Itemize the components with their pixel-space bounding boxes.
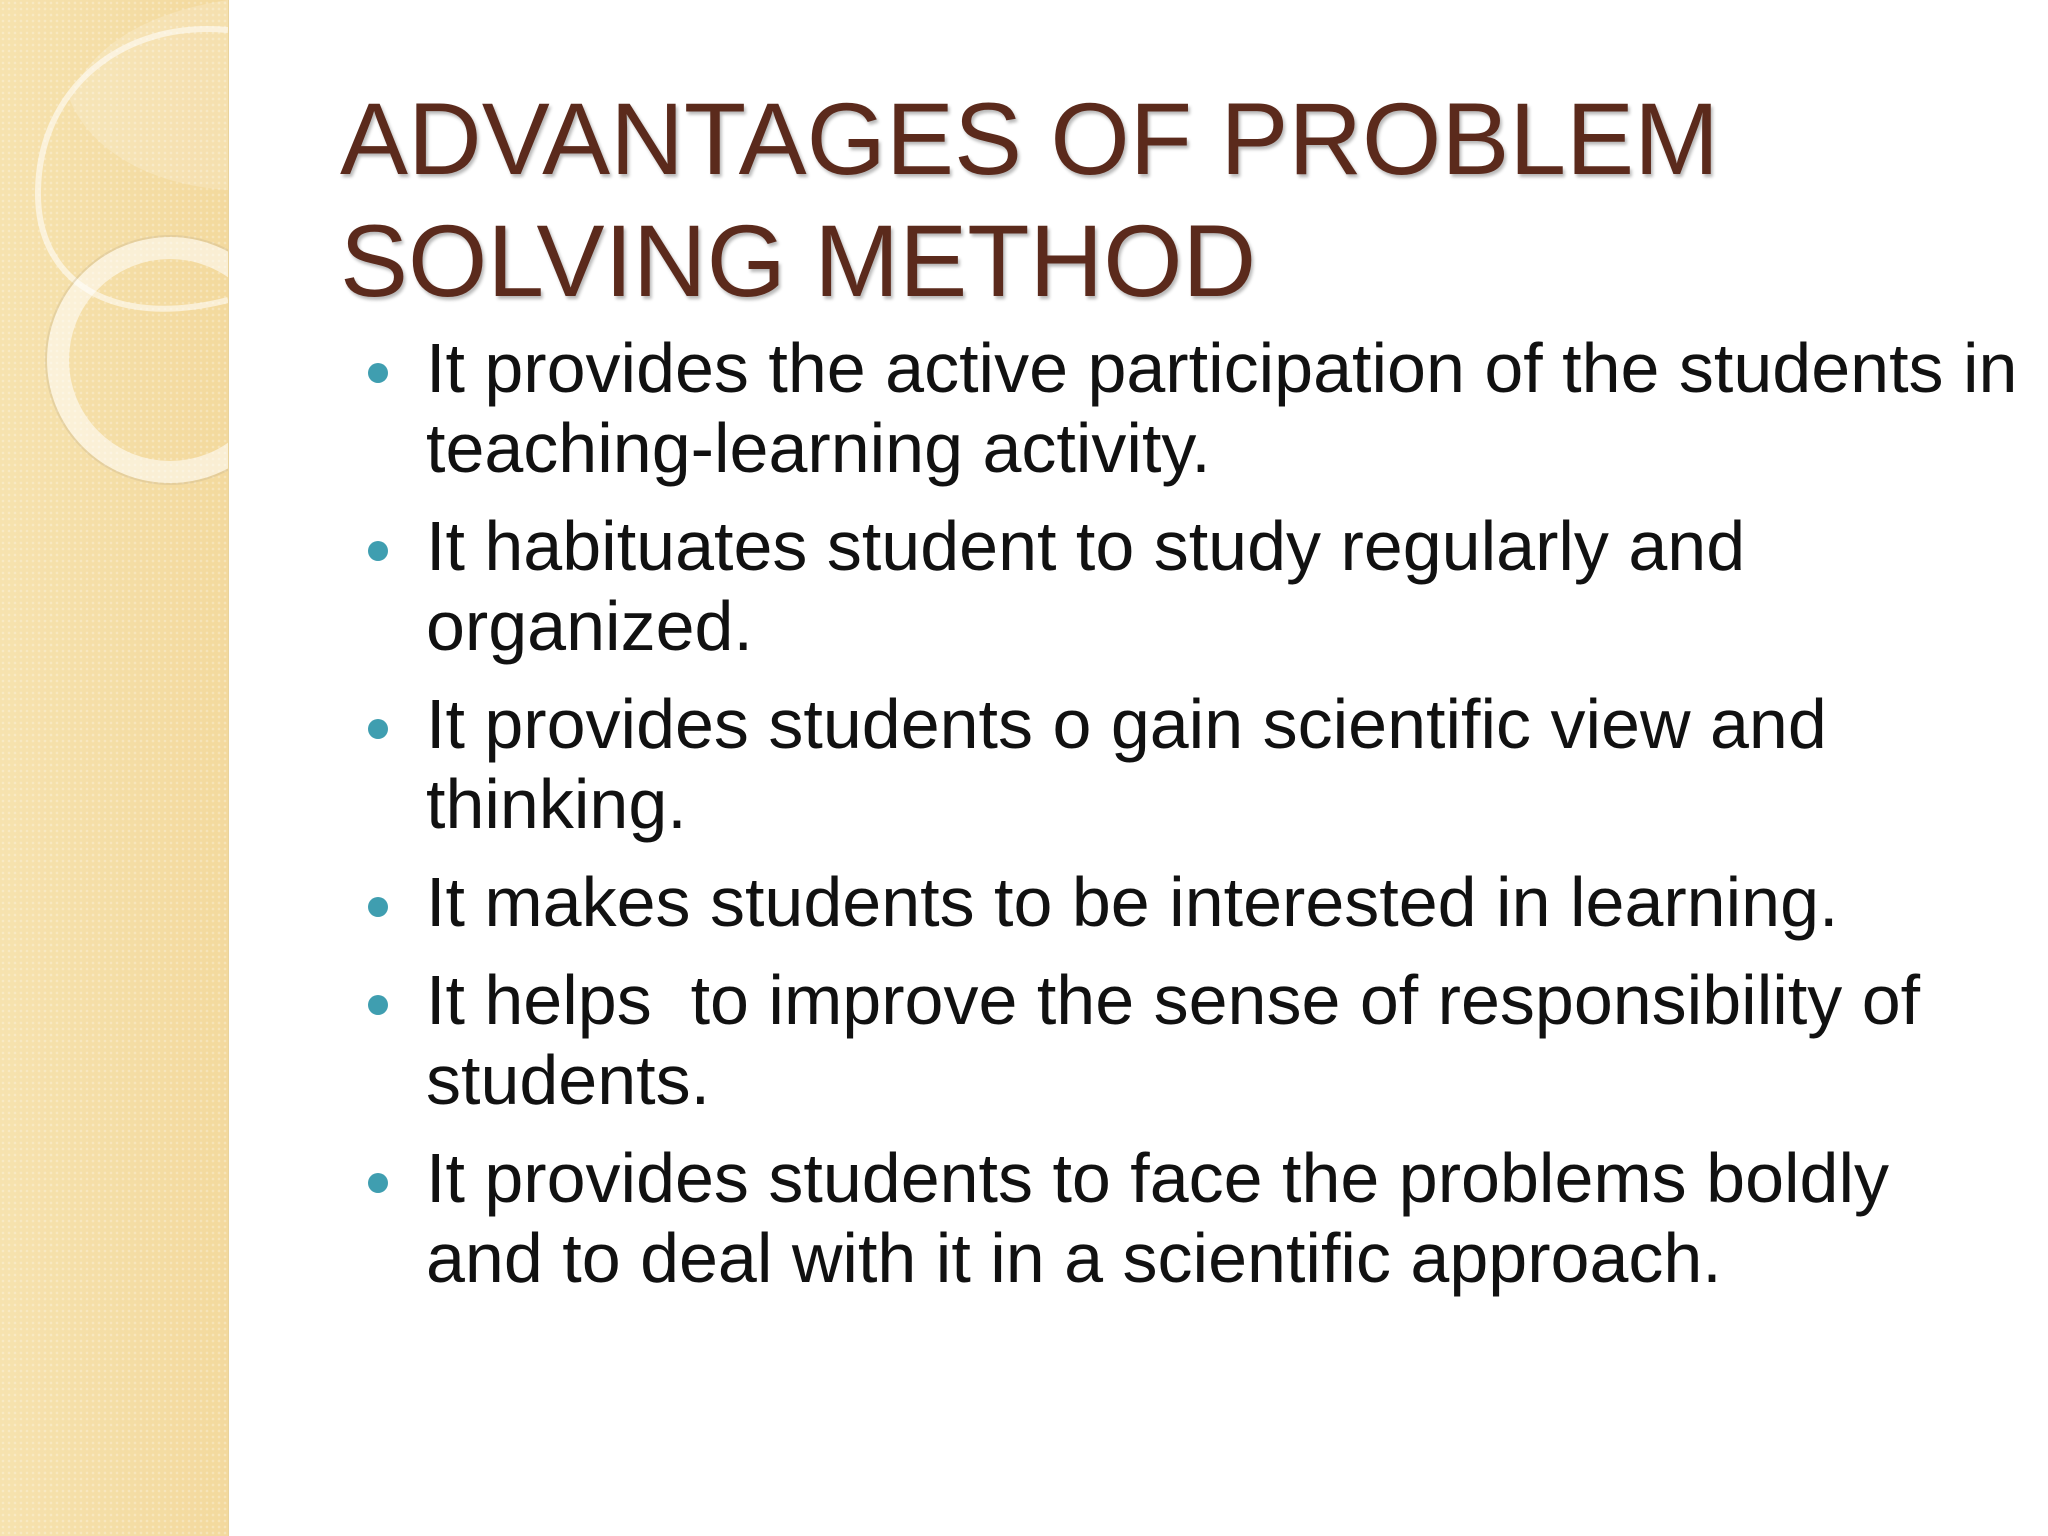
- list-item-text: It makes students to be interested in learning.: [426, 863, 1839, 941]
- list-item-text: It provides the active participation of the students in teaching-learning activity.: [426, 329, 2018, 487]
- list-item: [360, 862, 2020, 942]
- bullet-dot-icon: [368, 363, 388, 383]
- list-item-text: It habituates student to study regularly and organized.: [426, 507, 1746, 665]
- bullet-dot-icon: [368, 897, 388, 917]
- list-item: [360, 960, 2020, 1120]
- list-item: [360, 684, 2020, 844]
- bullet-dot-icon: [368, 1173, 388, 1193]
- decorative-rings-icon: [0, 0, 228, 520]
- advantages-list: [360, 328, 2020, 1316]
- slide-title-line-1: ADVANTAGES OF PROBLEM: [340, 82, 1720, 196]
- list-item: [360, 506, 2020, 666]
- list-item: [360, 1138, 2020, 1298]
- bullet-dot-icon: [368, 719, 388, 739]
- list-item: [360, 328, 2020, 488]
- list-item-text: It provides students o gain scientific view and thinking.: [426, 685, 1827, 843]
- slide-title: [340, 78, 1960, 322]
- slide-title-line-2: SOLVING METHOD: [340, 204, 1257, 318]
- decorative-side-panel: [0, 0, 229, 1536]
- list-item-text: It provides students to face the problems boldly and to deal with it in a scientific approach.: [426, 1139, 1890, 1297]
- bullet-dot-icon: [368, 995, 388, 1015]
- bullet-dot-icon: [368, 541, 388, 561]
- list-item-text: It helps to improve the sense of responsibility of students.: [426, 961, 1940, 1119]
